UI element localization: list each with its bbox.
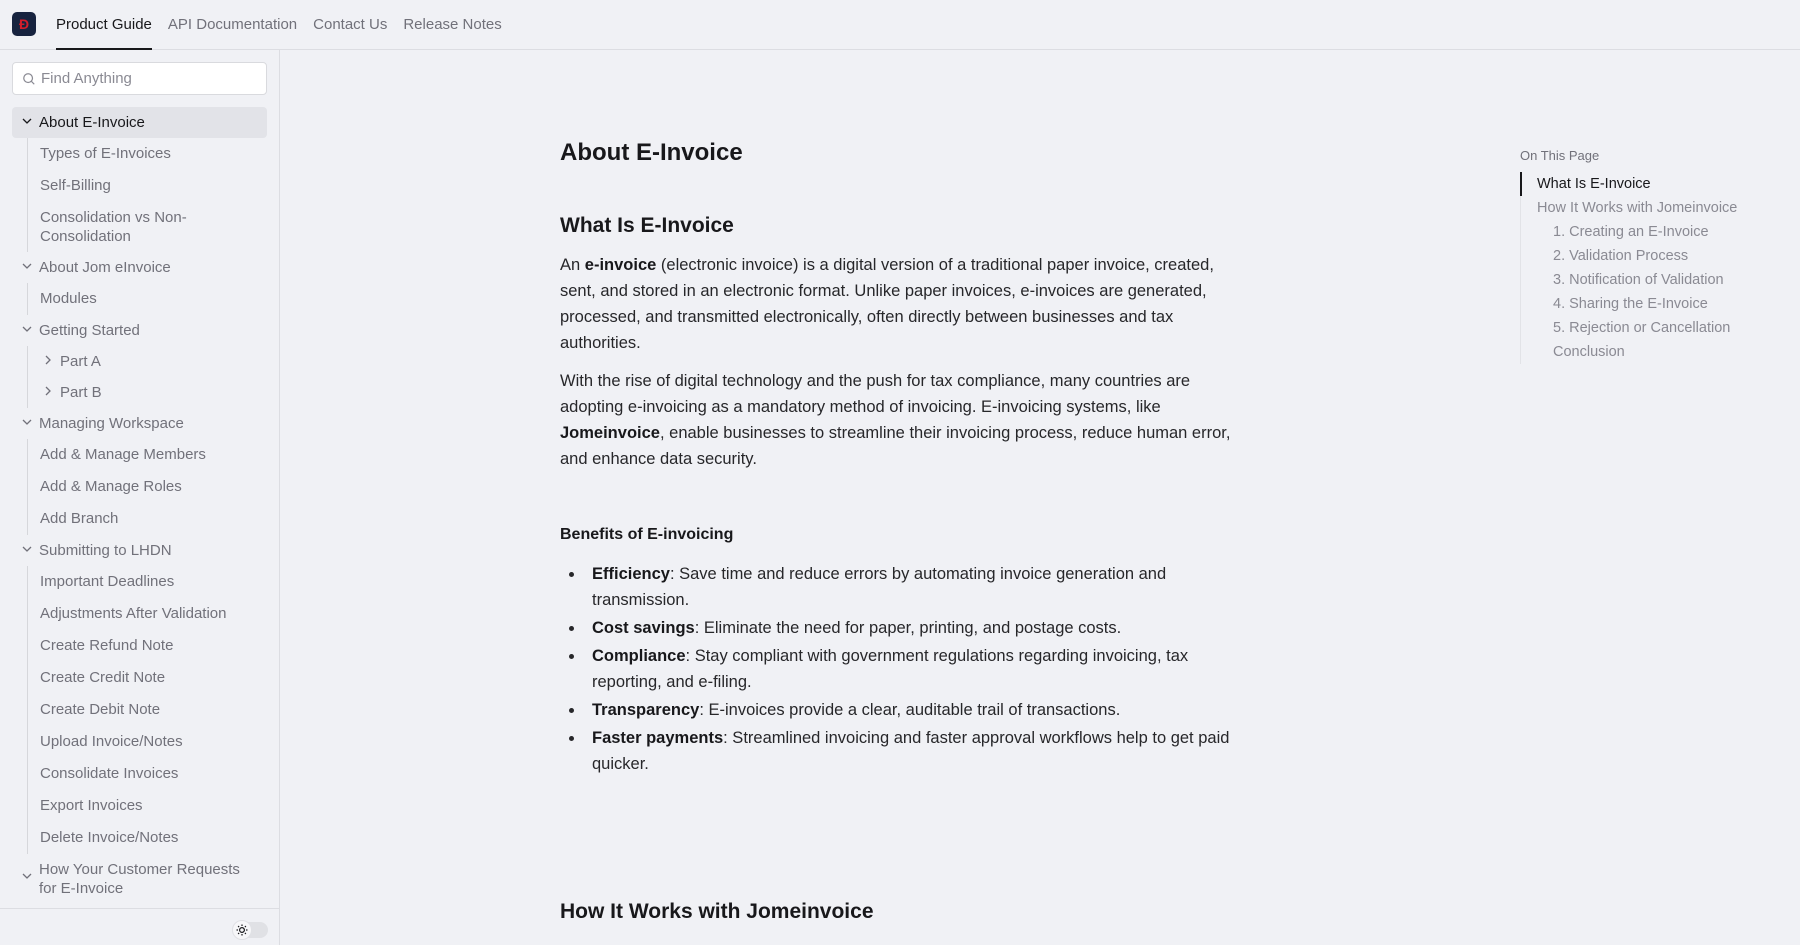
top-nav xyxy=(56,0,518,50)
sidebar-item-delete-invoice-notes[interactable]: Delete Invoice/Notes xyxy=(40,829,179,846)
sidebar-children xyxy=(27,439,267,535)
sidebar-children xyxy=(27,283,267,315)
sidebar-item-create-refund-note[interactable]: Create Refund Note xyxy=(40,637,174,654)
sidebar-group-about-e-invoice[interactable] xyxy=(12,107,267,138)
sidebar-item-add-branch[interactable]: Add Branch xyxy=(40,510,119,527)
text: , enable businesses to streamline their invoicing process, reduce human error, and enhance data security. xyxy=(560,424,1231,468)
chevron-right-icon xyxy=(42,354,54,366)
toc-item-rejection[interactable]: 5. Rejection or Cancellation xyxy=(1553,320,1731,336)
section-heading-how-it-works: How It Works with Jomeinvoice xyxy=(560,900,874,923)
list-item xyxy=(560,725,1240,777)
benefit-term: Transparency xyxy=(592,701,700,719)
chevron-down-icon xyxy=(21,870,33,882)
nav-contact-us[interactable]: Contact Us xyxy=(313,16,388,33)
sidebar-group-submitting-to-lhdn[interactable] xyxy=(12,535,267,566)
benefit-text: : E-invoices provide a clear, auditable trail of transactions. xyxy=(699,701,1121,719)
benefit-term: Compliance xyxy=(592,647,686,665)
benefit-text: : Save time and reduce errors by automating invoice generation and transmission. xyxy=(592,565,1167,609)
sidebar-item-upload-invoice-notes[interactable]: Upload Invoice/Notes xyxy=(40,733,183,750)
sidebar-group-about-jom-einvoice[interactable] xyxy=(12,252,267,283)
benefit-text: : Stay compliant with government regulations regarding invoicing, tax reporting, and e-filing. xyxy=(592,647,1189,691)
sidebar-item-adjustments-after-validation[interactable]: Adjustments After Validation xyxy=(40,605,227,622)
paragraph-adoption xyxy=(560,368,1240,472)
sidebar-item-export-invoices[interactable]: Export Invoices xyxy=(40,797,143,814)
sidebar-children xyxy=(27,346,267,408)
sidebar-group-managing-workspace[interactable] xyxy=(12,408,267,439)
sidebar-group-getting-started[interactable] xyxy=(12,315,267,346)
on-this-page xyxy=(1520,148,1790,364)
toc-title: On This Page xyxy=(1520,148,1600,163)
paragraph-intro xyxy=(560,252,1240,356)
sidebar-subgroup-label: Part A xyxy=(60,353,101,370)
top-header xyxy=(0,0,1800,50)
benefit-term: Cost savings xyxy=(592,619,695,637)
search-input[interactable] xyxy=(41,70,251,87)
bold-text: Jomeinvoice xyxy=(560,424,660,442)
search-box[interactable] xyxy=(12,62,267,95)
chevron-down-icon xyxy=(21,416,33,428)
theme-toggle[interactable] xyxy=(232,922,268,938)
sidebar-subgroup-part-a[interactable] xyxy=(28,346,267,377)
sidebar-item-create-debit-note[interactable]: Create Debit Note xyxy=(40,701,161,718)
logo[interactable] xyxy=(12,12,36,36)
benefit-text: : Streamlined invoicing and faster approval workflows help to get paid quicker. xyxy=(592,729,1230,773)
sidebar-children xyxy=(27,566,267,854)
toc-item-creating[interactable]: 1. Creating an E-Invoice xyxy=(1553,224,1709,240)
sidebar-group-label: Getting Started xyxy=(39,322,140,339)
toc-list xyxy=(1520,172,1790,364)
sidebar-item-self-billing[interactable]: Self-Billing xyxy=(40,177,111,194)
sidebar-group-customer-requests[interactable] xyxy=(12,854,267,904)
toc-item-conclusion[interactable]: Conclusion xyxy=(1553,344,1625,360)
text: (electronic invoice) is a digital version of a traditional paper invoice, created, sent, and stored in an electronic format. Unlike paper invoices, e-invoices are generated, processed, and transmitted electronically, often directly between businesses and tax authorities. xyxy=(560,256,1214,352)
benefit-term: Faster payments xyxy=(592,729,724,747)
sidebar-item-types-of-e-invoices[interactable]: Types of E-Invoices xyxy=(40,145,171,162)
list-item xyxy=(560,615,1240,641)
list-item xyxy=(560,697,1240,723)
benefits-heading: Benefits of E-invoicing xyxy=(560,526,734,543)
text: An xyxy=(560,256,585,274)
sidebar-group-label: Managing Workspace xyxy=(39,415,184,432)
sidebar-group-label: Submitting to LHDN xyxy=(39,542,172,559)
sidebar-item-add-manage-members[interactable]: Add & Manage Members xyxy=(40,446,206,463)
chevron-down-icon xyxy=(21,543,33,555)
theme-toggle-knob xyxy=(232,920,252,940)
toc-item-how-it-works[interactable]: How It Works with Jomeinvoice xyxy=(1537,200,1738,216)
chevron-down-icon xyxy=(21,115,33,127)
sidebar-group-label: About E-Invoice xyxy=(39,114,145,131)
logo-icon: Ð xyxy=(18,16,30,32)
page-title: About E-Invoice xyxy=(560,139,743,166)
sidebar-tree xyxy=(12,107,267,904)
chevron-right-icon xyxy=(42,385,54,397)
toc-item-sharing[interactable]: 4. Sharing the E-Invoice xyxy=(1553,296,1708,312)
text: With the rise of digital technology and the push for tax compliance, many countries are adopting e-invoicing as a mandatory method of invoicing. E-invoicing systems, like xyxy=(560,372,1191,416)
sidebar-item-add-manage-roles[interactable]: Add & Manage Roles xyxy=(40,478,182,495)
chevron-down-icon xyxy=(21,323,33,335)
section-heading-what-is-e-invoice: What Is E-Invoice xyxy=(560,214,734,237)
toc-item-notification[interactable]: 3. Notification of Validation xyxy=(1553,272,1724,288)
sidebar-item-consolidate-invoices[interactable]: Consolidate Invoices xyxy=(40,765,179,782)
sidebar-children xyxy=(27,138,267,252)
sidebar-subgroup-part-b[interactable] xyxy=(28,377,267,408)
sidebar-group-label: About Jom eInvoice xyxy=(39,259,171,276)
sidebar-item-modules[interactable]: Modules xyxy=(40,290,97,307)
sidebar-footer xyxy=(0,908,279,945)
sidebar-subgroup-label: Part B xyxy=(60,384,102,401)
benefit-term: Efficiency xyxy=(592,565,670,583)
main-content xyxy=(280,50,1520,945)
bold-text: e-invoice xyxy=(584,256,657,274)
nav-release-notes[interactable]: Release Notes xyxy=(403,16,502,33)
benefit-text: : Eliminate the need for paper, printing, and postage costs. xyxy=(694,619,1122,637)
sidebar-item-create-credit-note[interactable]: Create Credit Note xyxy=(40,669,166,686)
sidebar xyxy=(0,50,280,945)
sidebar-group-label: How Your Customer Requests for E-Invoice xyxy=(39,861,240,897)
chevron-down-icon xyxy=(21,260,33,272)
sidebar-item-consolidation[interactable]: Consolidation vs Non-Consolidation xyxy=(40,209,187,245)
benefits-list xyxy=(560,561,1240,779)
search-icon xyxy=(22,72,36,86)
sidebar-item-important-deadlines[interactable]: Important Deadlines xyxy=(40,573,175,590)
nav-product-guide[interactable]: Product Guide xyxy=(56,0,152,50)
list-item xyxy=(560,643,1240,695)
list-item xyxy=(560,561,1240,613)
sun-icon xyxy=(236,924,248,936)
nav-api-documentation[interactable]: API Documentation xyxy=(167,16,298,33)
toc-item-validation[interactable]: 2. Validation Process xyxy=(1553,248,1689,264)
toc-item-what-is-e-invoice[interactable]: What Is E-Invoice xyxy=(1521,172,1790,196)
